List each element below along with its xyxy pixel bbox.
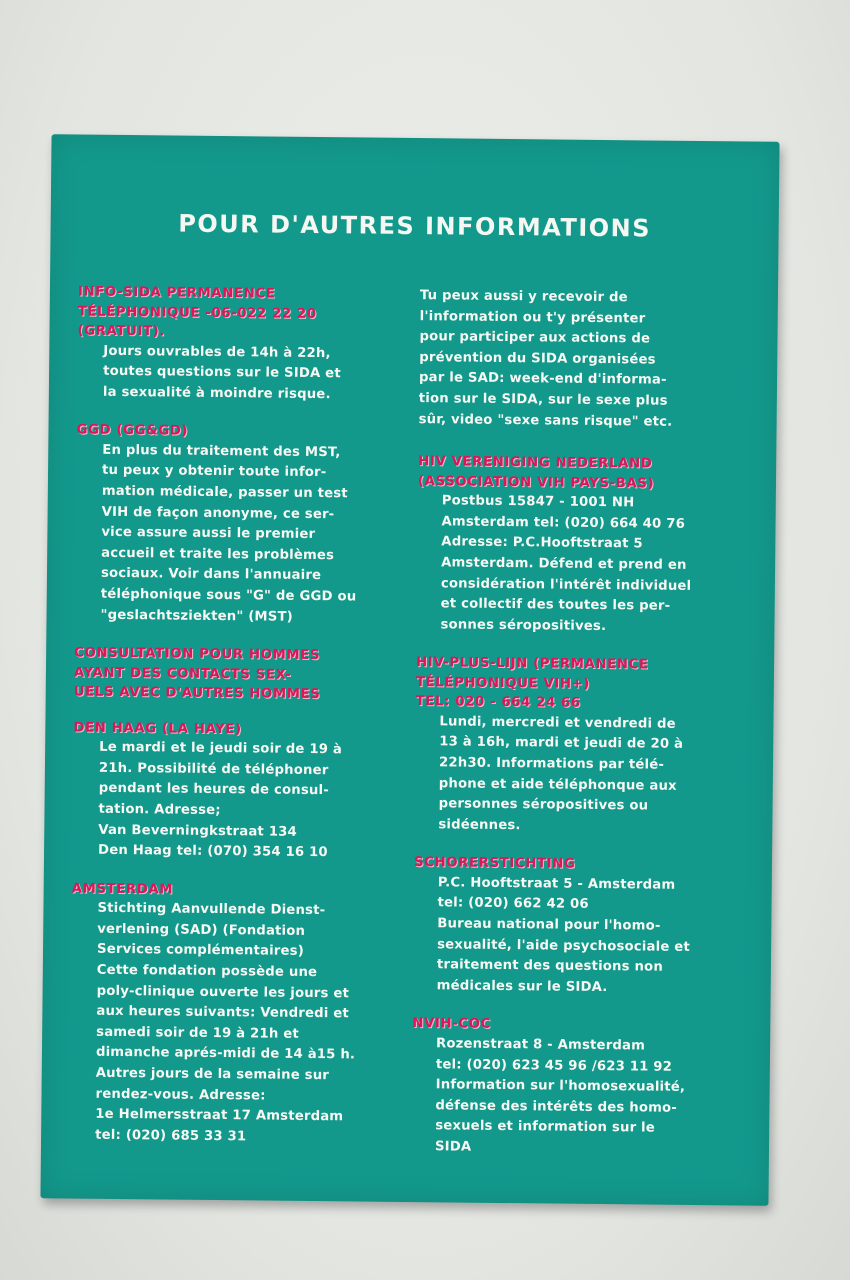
section-text: Tu peux aussi y recevoir de l'information ou t'y présenter pour participer aux actions de prévention du SIDA organisées par le SAD: week-end d'informa- tion sur le SIDA, sur le sexe plus sûr, video "sexe sans risque" etc. xyxy=(418,288,673,430)
section-ggd xyxy=(74,421,406,629)
section-consultation xyxy=(74,644,405,706)
section-hiv-vereniging xyxy=(416,452,748,639)
section-text: Lundi, mercredi et vendredi de 13 à 16h, mardi et jeudi de 20 à 22h30. Informations par télé- phone et aide téléphonque aux personnes séropositives ou sidéennes. xyxy=(438,714,684,833)
section-den-haag xyxy=(72,718,403,865)
left-column xyxy=(69,283,408,1168)
page-title: POUR D'AUTRES INFORMATIONS xyxy=(178,209,652,243)
right-column xyxy=(411,286,750,1179)
section-text: Postbus 15847 - 1001 NH Amsterdam tel: (020) 664 40 76 Adresse: P.C.Hooftstraat 5 Amsterdam. Défend et prend en considération l'intérêt individuel et collectif des toutes les per- sonnes séropositives. xyxy=(440,493,692,634)
section-heading: DEN HAAG (LA HAYE) xyxy=(73,720,242,737)
section-text: Rozenstraat 8 - Amsterdam tel: (020) 623 45 96 /623 11 92 Information sur l'homosexualité, défense des intérêts des homo- sexuels et information sur le SIDA xyxy=(434,1036,686,1155)
section-amsterdam xyxy=(69,879,402,1149)
section-schorerstichting xyxy=(413,853,744,1000)
section-text: Stichting Aanvullende Dienst- verlening (SAD) (Fondation Services complémentaires) Cette fondation possède une poly-clinique ouverte les jours et aux heures suivants: Vendredi et samedi soir de 19 à 21h et dimanche aprés-midi de 14 à15 h. Autres jours de la semaine sur rendez-vous. Adresse: 1e Helmersstraat 17 Amsterdam tel: (020) 685 33 31 xyxy=(95,900,356,1145)
section-heading: INFO-SIDA PERMANENCE TÉLÉPHONIQUE -06-022 22 20 (GRATUIT). xyxy=(77,284,317,340)
booklet-back-cover xyxy=(40,134,779,1206)
section-nvih-coc xyxy=(411,1014,742,1161)
section-sad-intro xyxy=(419,286,750,434)
section-text: P.C. Hooftstraat 5 - Amsterdam tel: (020) 662 42 06 Bureau national pour l'homo- sexualité, l'aide psychosociale et traitement des questions non médicales sur le SIDA. xyxy=(436,875,691,995)
section-heading: HIV VERENIGING NEDERLAND (ASSOCIATION VIH PAYS-BAS) xyxy=(417,454,655,492)
section-text: En plus du traitement des MST, tu peux y obtenir toute infor- mation médicale, passer un test VIH de façon anonyme, ce ser- vice assure aussi le premier accueil et traite les problèmes sociaux. Voir dans l'annuaire téléphonique sous "G" de GGD ou "geslachtsziekten" (MST) xyxy=(100,442,357,625)
section-heading: HIV-PLUS-LIJN (PERMANENCE TÉLÉPHONIQUE VIH+) TEL: 020 - 664 24 66 xyxy=(415,655,649,712)
section-heading: SCHORERSTICHTING xyxy=(413,855,576,873)
section-heading: GGD (GG&GD) xyxy=(76,422,189,439)
section-hiv-plus-lijn xyxy=(414,653,746,839)
section-info-sida xyxy=(77,283,408,407)
section-heading: NVIH-COC xyxy=(412,1016,492,1033)
section-text: Le mardi et le jeudi soir de 19 à 21h. Possibilité de téléphoner pendant les heures de consul- tation. Adresse; Van Beverningkstraat 134 Den Haag tel: (070) 354 16 10 xyxy=(98,739,343,861)
section-text: Jours ouvrables de 14h à 22h, toutes questions sur le SIDA et la sexualité à moindre risque. xyxy=(102,343,341,402)
section-heading: AMSTERDAM xyxy=(71,881,174,898)
section-heading: CONSULTATION POUR HOMMES AYANT DES CONTACTS SEX- UELS AVEC D'AUTRES HOMMES xyxy=(73,645,321,703)
